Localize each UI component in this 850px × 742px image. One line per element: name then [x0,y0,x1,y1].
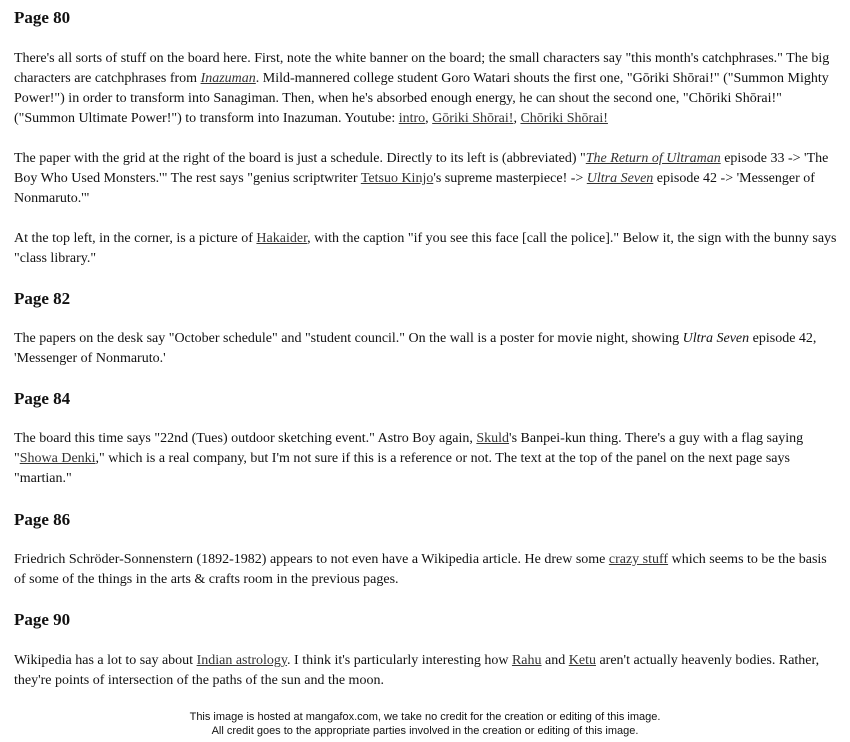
text: . Mild-mannered college student Goro Watari shouts the first one, "Gōriki Shōrai!" ("Summon Mighty Power!") in order to transform into Sanagiman. Then, when he's absorbed enough energy, he can shout the second one, "Chōriki Shōrai!" ("Summon Ultimate Power!") to transform into Inazuman. Youtube: [14,71,829,126]
section-page-82 [14,289,840,309]
section-heading: Page 82 [14,289,71,308]
footer-line-2: All credit goes to the appropriate parties involved in the creation or editing of this image. [211,725,639,737]
text: , [513,111,521,126]
paragraph [14,329,840,369]
section-heading: Page 90 [14,610,71,629]
section-heading: Page 86 [14,510,71,529]
text: The papers on the desk say "October schedule" and "student council." On the wall is a poster for movie night, showing [14,331,683,346]
footer-line-1: This image is hosted at mangafox.com, we take no credit for the creation or editing of this image. [189,711,661,723]
paragraph [14,429,840,489]
paragraph [14,149,840,209]
link-rahu[interactable]: Rahu [511,653,542,668]
text: aren't actually heavenly bodies. Rather, they're points of intersection of the paths of the sun and the moon. [14,653,820,688]
text: , [425,111,433,126]
title-ultra-seven: Ultra Seven [682,331,750,346]
link-choriki-shorai[interactable]: Chōriki Shōrai! [520,111,608,126]
text: ," which is a real company, but I'm not sure if this is a reference or not. The text at the top of the panel on the next page says "martian." [14,451,790,486]
text: which seems to be the basis of some of the things in the arts & crafts room in the previous pages. [14,552,827,587]
link-intro[interactable]: intro [398,111,426,126]
text: episode 42 -> 'Messenger of Nonmaruto.'" [14,171,815,206]
paragraph [14,229,840,269]
link-skuld[interactable]: Skuld [476,431,510,446]
section-heading: Page 84 [14,389,71,408]
link-hakaider[interactable]: Hakaider [256,231,308,246]
link-crazy-stuff[interactable]: crazy stuff [608,552,669,567]
link-return-of-ultraman[interactable]: The Return of Ultraman [585,151,721,166]
section-page-90 [14,610,840,630]
text: At the top left, in the corner, is a picture of [14,231,257,246]
link-inazuman[interactable]: Inazuman [200,71,256,86]
link-ultra-seven[interactable]: Ultra Seven [586,171,654,186]
text: 's Banpei-kun thing. There's a guy with a flag saying " [14,431,804,466]
credit-footer [0,710,850,738]
section-page-86 [14,510,840,530]
link-showa-denki[interactable]: Showa Denki [19,451,96,466]
text: episode 42, 'Messenger of Nonmaruto.' [14,331,817,366]
link-tetsuo-kinjo[interactable]: Tetsuo Kinjo [360,171,434,186]
section-heading: Page 80 [14,8,71,27]
text: episode 33 -> 'The Boy Who Used Monsters.'" The rest says "genius scriptwriter [14,151,829,186]
text: , with the caption "if you see this face [call the police]." Below it, the sign with the bunny says "class library." [14,231,837,266]
paragraph [14,651,840,691]
text: . I think it's particularly interesting how [287,653,512,668]
text: The board this time says "22nd (Tues) outdoor sketching event." Astro Boy again, [14,431,477,446]
text: Friedrich Schröder-Sonnenstern (1892-1982) appears to not even have a Wikipedia article. He drew some [14,552,609,567]
text: The paper with the grid at the right of the board is just a schedule. Directly to its left is (abbreviated) " [14,151,586,166]
text: Wikipedia has a lot to say about [14,653,197,668]
link-indian-astrology[interactable]: Indian astrology [196,653,288,668]
text: 's supreme masterpiece! -> [433,171,587,186]
section-page-84 [14,389,840,409]
link-goriki-shorai[interactable]: Gōriki Shōrai! [432,111,514,126]
paragraph [14,49,840,129]
text: and [541,653,569,668]
text: There's all sorts of stuff on the board here. First, note the white banner on the board; the small characters say "this month's catchphrases." The big characters are catchphrases from [14,51,830,86]
paragraph [14,550,840,590]
link-ketu[interactable]: Ketu [568,653,596,668]
section-page-80 [14,8,840,28]
